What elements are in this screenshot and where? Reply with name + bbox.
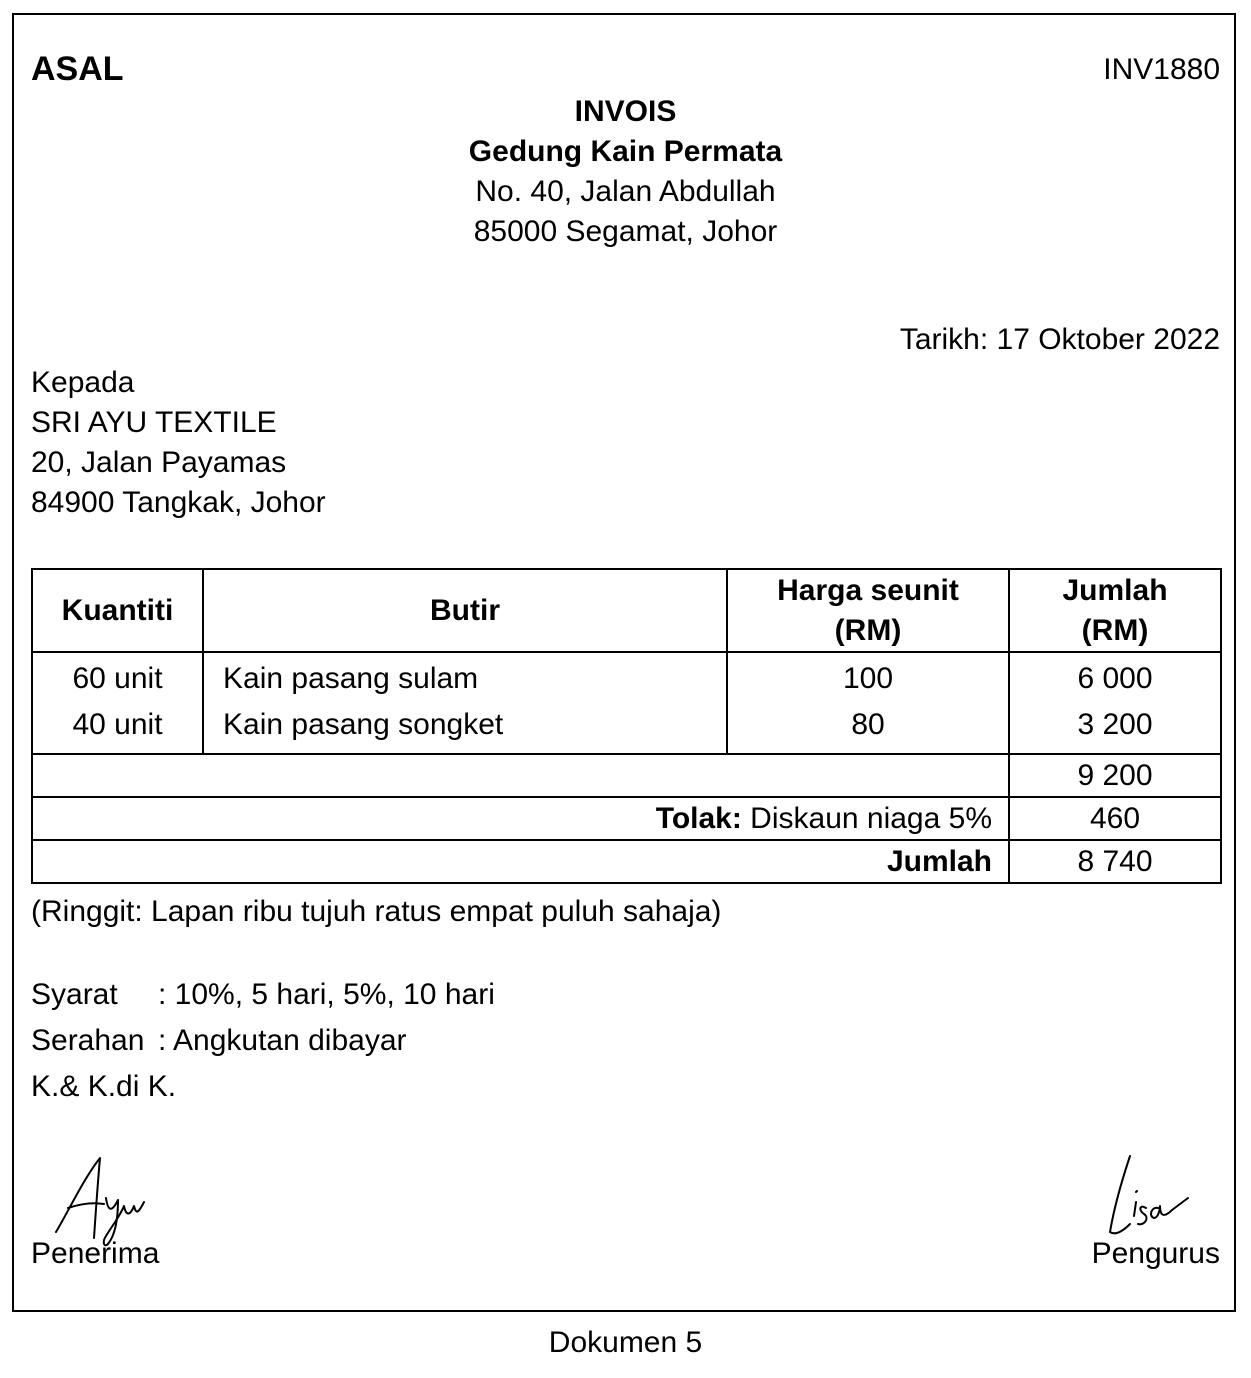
amount-in-words: (Ringgit: Lapan ribu tujuh ratus empat puluh sahaja) (31, 895, 722, 928)
table-items-row (32, 652, 1221, 754)
manager-signature (1100, 1150, 1200, 1245)
recipient-label: Kepada (31, 366, 135, 399)
discount-prefix: Tolak: (655, 801, 742, 835)
invoice-date: Tarikh: 17 Oktober 2022 (899, 323, 1220, 356)
header-amount (1009, 569, 1221, 652)
grand-total-value: 8 740 (1009, 840, 1221, 883)
header-unit-price-line2: (RM) (834, 613, 902, 647)
header-unit-price (727, 569, 1009, 652)
terms-label: Syarat (31, 978, 118, 1011)
quantity-cell (32, 652, 203, 754)
invoice-table (31, 568, 1222, 884)
header-item: Butir (203, 569, 727, 652)
delivery-label: Serahan (31, 1024, 145, 1057)
header-amount-line1: Jumlah (1062, 573, 1168, 607)
error-omission-note: K.& K.di K. (31, 1070, 177, 1103)
company-name: Gedung Kain Permata (468, 135, 783, 168)
invoice-number: INV1880 (1103, 53, 1220, 86)
copy-tag: ASAL (31, 50, 124, 88)
item-cell (203, 652, 727, 754)
table-row-unit-price: 80 (851, 708, 885, 741)
header-quantity: Kuantiti (32, 569, 203, 652)
header-amount-line2: (RM) (1081, 613, 1149, 647)
table-row-unit-price: 100 (842, 662, 894, 695)
recipient-address-line2: 84900 Tangkak, Johor (31, 486, 326, 519)
table-row-amount: 3 200 (1077, 708, 1153, 741)
delivery-value: : Angkutan dibayar (158, 1024, 407, 1057)
table-row-amount: 6 000 (1077, 662, 1153, 695)
recipient-address-line1: 20, Jalan Payamas (31, 446, 287, 479)
recipient-label: Penerima (31, 1237, 160, 1270)
unit-price-cell (727, 652, 1009, 754)
terms-value: : 10%, 5 hari, 5%, 10 hari (158, 978, 495, 1011)
subtotal-row (32, 754, 1221, 797)
recipient-signature (48, 1150, 158, 1250)
document-caption: Dokumen 5 (548, 1326, 703, 1359)
amount-cell (1009, 652, 1221, 754)
table-row-quantity: 60 unit (72, 662, 163, 695)
company-address-line1: No. 40, Jalan Abdullah (475, 175, 776, 208)
discount-row (32, 797, 1221, 840)
manager-label: Pengurus (1091, 1237, 1220, 1270)
discount-value: 460 (1009, 797, 1221, 840)
grand-total-label: Jumlah (32, 840, 1009, 883)
discount-label-cell (32, 797, 1009, 840)
recipient-name: SRI AYU TEXTILE (31, 406, 277, 439)
subtotal-label-cell (32, 754, 1009, 797)
document-title: INVOIS (574, 95, 677, 128)
header-unit-price-line1: Harga seunit (777, 573, 959, 607)
discount-label: Diskaun niaga 5% (741, 801, 992, 835)
subtotal-value: 9 200 (1009, 754, 1221, 797)
table-row-item: Kain pasang sulam (223, 662, 479, 695)
company-address-line2: 85000 Segamat, Johor (473, 215, 778, 248)
table-header-row (32, 569, 1221, 652)
grand-total-row (32, 840, 1221, 883)
table-row-quantity: 40 unit (72, 708, 163, 741)
table-row-item: Kain pasang songket (223, 708, 504, 741)
